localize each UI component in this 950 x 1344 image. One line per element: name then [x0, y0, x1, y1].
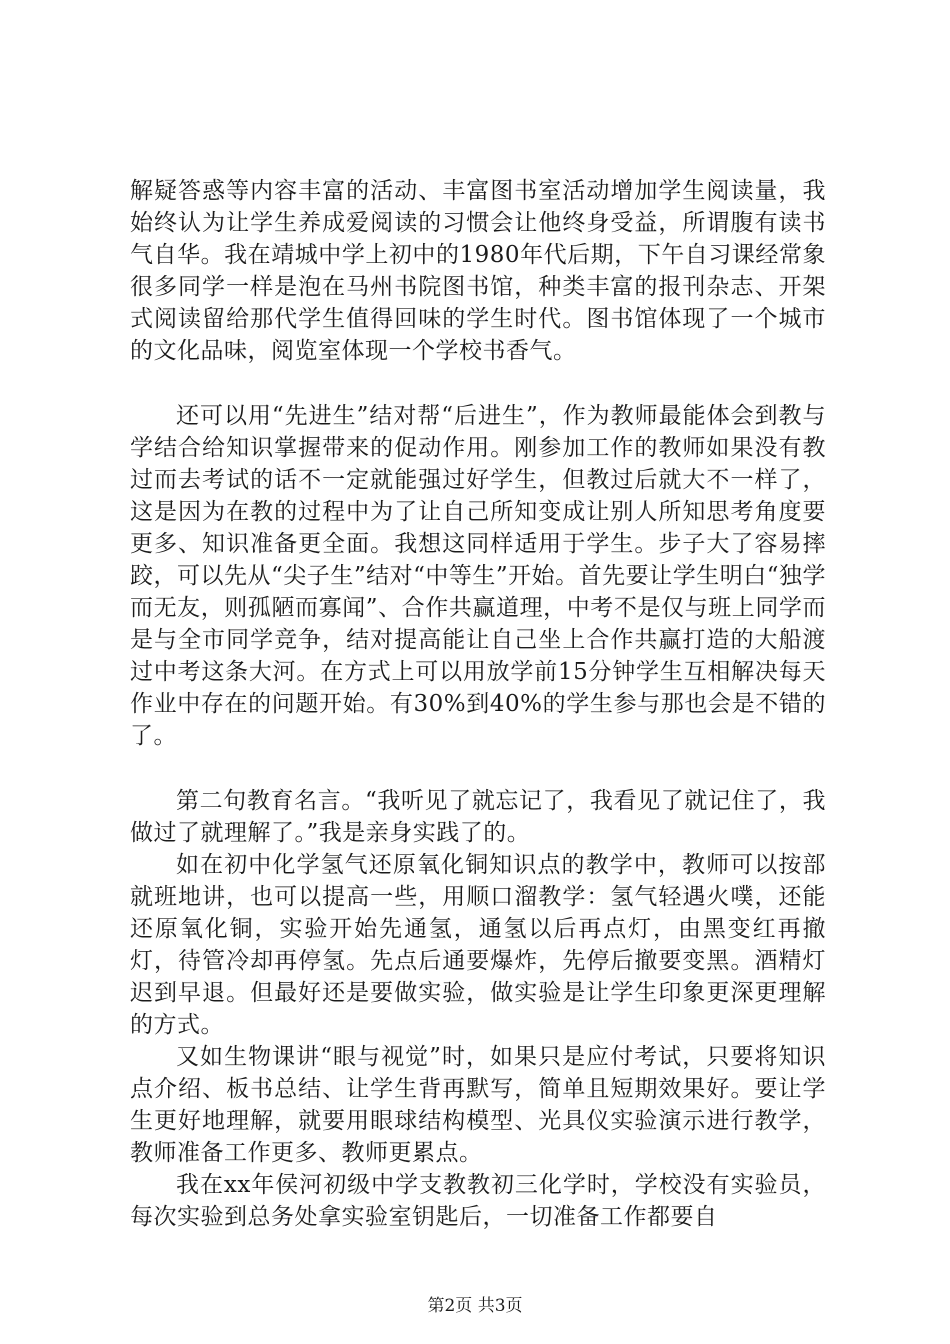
paragraph-reading: 解疑答惑等内容丰富的活动、丰富图书室活动增加学生阅读量，我始终认为让学生养成爱阅读的习惯会让他终身受益，所谓腹有读书气自华。我在靖城中学上初中的1980年代后期，下午自习课经常象很多同学一样是泡在马州书院图书馆，种类丰富的报刊杂志、开架式阅读留给那代学生值得回味的学生时代。图书馆体现了一个城市的文化品味，阅览室体现一个学校书香气。: [130, 178, 826, 364]
paragraph-gap: [130, 367, 826, 400]
paragraph-second-quote: 第二句教育名言。“我听见了就忘记了，我看见了就记住了，我做过了就理解了。”我是亲身实践了的。: [130, 788, 826, 846]
paragraph-peer-tutoring: 还可以用“先进生”结对帮“后进生”，作为教师最能体会到教与学结合给知识掌握带来的促动作用。刚参加工作的教师如果没有教过而去考试的话不一定就能强过好学生，但教过后就大不一样了，这是因为在教的过程中为了让自己所知变成让别人所知思考角度要更多、知识准备更全面。我想这同样适用于学生。步子大了容易摔跤，可以先从“尖子生”结对“中等生”开始。首先要让学生明白“独学而无友，则孤陋而寡闻”、合作共赢道理，中考不是仅与班上同学而是与全市同学竞争，结对提高能让自己坐上合作共赢打造的大船渡过中考这条大河。在方式上可以用放学前15分钟学生互相解决每天作业中存在的问题开始。有30%到40%的学生参与那也会是不错的了。: [130, 403, 826, 749]
page-number-footer: 第2页 共3页: [427, 1296, 523, 1316]
paragraph-houhe-school: 我在xx年侯河初级中学支教教初三化学时，学校没有实验员，每次实验到总务处拿实验室钥匙后，一切准备工作都要自: [130, 1172, 826, 1230]
paragraph-biology-example: 又如生物课讲“眼与视觉”时，如果只是应付考试，只要将知识点介绍、板书总结、让学生背再默写，简单且短期效果好。要让学生更好地理解，就要用眼球结构模型、光具仪实验演示进行教学，教师准备工作更多、教师更累点。: [130, 1044, 826, 1166]
document-body: [130, 175, 826, 1233]
paragraph-gap: [130, 752, 826, 785]
paragraph-chemistry-example: 如在初中化学氢气还原氧化铜知识点的教学中，教师可以按部就班地讲，也可以提高一些，用顺口溜教学：氢气轻遇火噗，还能还原氧化铜，实验开始先通氢，通氢以后再点灯，由黑变红再撤灯，待管冷却再停氢。先点后通要爆炸，先停后撤要变黑。酒精灯迟到早退。但最好还是要做实验，做实验是让学生印象更深更理解的方式。: [130, 852, 826, 1038]
